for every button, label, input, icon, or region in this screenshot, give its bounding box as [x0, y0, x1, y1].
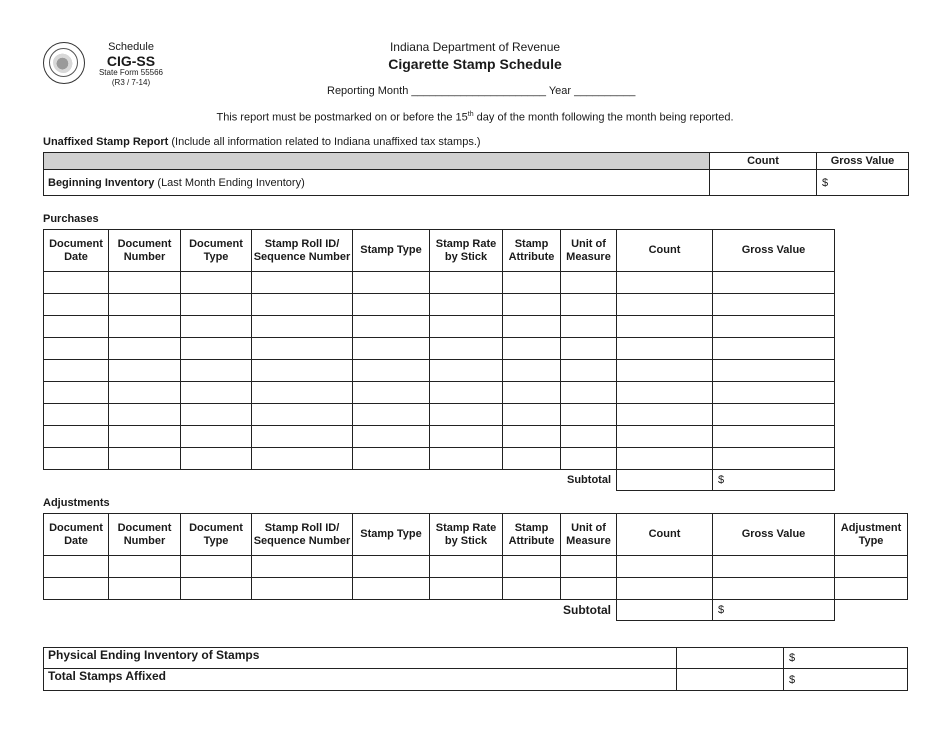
cell[interactable] — [181, 338, 252, 360]
cell[interactable] — [713, 556, 835, 578]
cell[interactable] — [503, 448, 561, 470]
table-row — [44, 404, 835, 426]
beginning-inventory-gross[interactable]: $ — [817, 170, 909, 196]
table-row — [44, 338, 835, 360]
cell[interactable] — [430, 578, 503, 600]
page-title: Cigarette Stamp Schedule — [388, 56, 562, 72]
cell[interactable] — [713, 316, 835, 338]
col-document-number: Document Number — [109, 230, 181, 272]
cell[interactable] — [430, 294, 503, 316]
form-revision: (R3 / 7-14) — [111, 78, 151, 87]
reporting-month-field[interactable]: ______________________ — [411, 85, 546, 97]
cell[interactable] — [44, 272, 109, 294]
cell[interactable] — [430, 316, 503, 338]
total-stamps-affixed-label: Total Stamps Affixed — [44, 669, 677, 691]
table-row — [44, 382, 835, 404]
cell[interactable] — [713, 338, 835, 360]
unaffixed-heading — [43, 136, 481, 148]
cell[interactable] — [252, 382, 353, 404]
cell[interactable] — [713, 404, 835, 426]
col-document-type: Document Type — [181, 230, 252, 272]
adjustments-subtotal-row — [44, 600, 908, 621]
cell[interactable] — [252, 404, 353, 426]
col-stamp-attribute: Stamp Attribute — [503, 514, 561, 556]
cell[interactable] — [713, 360, 835, 382]
col-document-date: Document Date — [44, 230, 109, 272]
reporting-month-label: Reporting Month — [327, 85, 409, 97]
cell[interactable] — [503, 382, 561, 404]
cell[interactable] — [252, 316, 353, 338]
table-row — [44, 448, 835, 470]
cell[interactable] — [617, 578, 713, 600]
cell[interactable] — [617, 360, 713, 382]
cell[interactable] — [617, 382, 713, 404]
table-row — [44, 556, 908, 578]
cell[interactable] — [109, 404, 181, 426]
cell[interactable] — [109, 578, 181, 600]
cell[interactable] — [252, 338, 353, 360]
beginning-inventory-title: Beginning Inventory — [48, 176, 155, 189]
cell[interactable] — [181, 578, 252, 600]
form-code: CIG-SS — [106, 53, 156, 69]
cell[interactable] — [44, 426, 109, 448]
adjustments-rows — [44, 556, 908, 600]
cell[interactable] — [430, 426, 503, 448]
table-row — [44, 426, 835, 448]
col-adjustment-type: Adjustment Type — [835, 514, 908, 556]
cell[interactable] — [503, 404, 561, 426]
cell[interactable] — [617, 272, 713, 294]
col-gross-value: Gross Value — [817, 153, 909, 170]
cell[interactable] — [181, 556, 252, 578]
cell[interactable] — [44, 448, 109, 470]
cell[interactable] — [353, 338, 430, 360]
cell[interactable] — [430, 382, 503, 404]
notice-text: This report must be postmarked on or before the 15 — [216, 111, 468, 124]
physical-ending-inventory-count[interactable] — [677, 648, 784, 669]
cell[interactable] — [44, 360, 109, 382]
cell[interactable] — [503, 272, 561, 294]
cell[interactable] — [617, 556, 713, 578]
total-stamps-affixed-gross[interactable]: $ — [784, 669, 908, 691]
schedule-label: Schedule — [108, 41, 154, 53]
adjustments-subtotal-count[interactable] — [617, 600, 713, 621]
cell[interactable] — [430, 448, 503, 470]
adjustments-subtotal-label: Subtotal — [563, 603, 611, 618]
cell[interactable] — [109, 448, 181, 470]
cell[interactable] — [109, 294, 181, 316]
cell[interactable] — [181, 448, 252, 470]
physical-ending-inventory-label: Physical Ending Inventory of Stamps — [44, 648, 677, 669]
purchases-heading: Purchases — [43, 213, 99, 225]
cell[interactable] — [617, 404, 713, 426]
beginning-inventory-label — [44, 170, 710, 196]
cell[interactable] — [252, 448, 353, 470]
cell[interactable] — [353, 316, 430, 338]
cell[interactable] — [561, 404, 617, 426]
cell[interactable] — [713, 578, 835, 600]
unaffixed-table — [43, 152, 909, 196]
cell[interactable] — [252, 556, 353, 578]
spacer-cell — [835, 600, 908, 621]
cell[interactable] — [353, 294, 430, 316]
cell[interactable] — [44, 338, 109, 360]
cell[interactable] — [252, 272, 353, 294]
adjustments-table — [43, 513, 908, 621]
cell[interactable] — [713, 272, 835, 294]
cell[interactable] — [430, 272, 503, 294]
cell[interactable] — [44, 404, 109, 426]
cell[interactable] — [44, 556, 109, 578]
purchases-table — [43, 229, 835, 491]
cell[interactable] — [44, 316, 109, 338]
cell[interactable] — [617, 338, 713, 360]
cell[interactable] — [181, 382, 252, 404]
cell[interactable] — [503, 426, 561, 448]
table-row — [44, 578, 908, 600]
cell[interactable] — [181, 316, 252, 338]
col-stamp-type: Stamp Type — [353, 230, 430, 272]
cell[interactable] — [44, 294, 109, 316]
cell[interactable] — [561, 338, 617, 360]
postmark-notice — [0, 111, 950, 124]
table-row — [44, 294, 835, 316]
cell[interactable] — [835, 556, 908, 578]
cell[interactable] — [252, 294, 353, 316]
col-unit-of-measure: Unit of Measure — [561, 514, 617, 556]
cell[interactable] — [353, 426, 430, 448]
cell[interactable] — [181, 404, 252, 426]
cell[interactable] — [252, 360, 353, 382]
cell[interactable] — [617, 316, 713, 338]
col-count: Count — [617, 514, 713, 556]
cell[interactable] — [503, 578, 561, 600]
col-stamp-attribute: Stamp Attribute — [503, 230, 561, 272]
purchases-subtotal-row — [44, 470, 835, 491]
col-count: Count — [617, 230, 713, 272]
cell[interactable] — [109, 382, 181, 404]
col-stamp-type: Stamp Type — [353, 514, 430, 556]
cell[interactable] — [44, 382, 109, 404]
cell[interactable] — [353, 382, 430, 404]
purchases-subtotal-count[interactable] — [617, 470, 713, 491]
state-form-number: State Form 55566 — [98, 68, 164, 77]
beginning-inventory-count[interactable] — [710, 170, 817, 196]
cell[interactable] — [252, 426, 353, 448]
cell[interactable] — [617, 294, 713, 316]
year-field[interactable]: __________ — [574, 85, 636, 97]
table-row — [44, 316, 835, 338]
col-count: Count — [710, 153, 817, 170]
adjustments-heading: Adjustments — [43, 497, 110, 509]
col-document-type: Document Type — [181, 514, 252, 556]
year-label: Year — [548, 85, 572, 97]
summary-table — [43, 647, 908, 691]
col-stamp-roll-id: Stamp Roll ID/ Sequence Number — [252, 514, 353, 556]
cell[interactable] — [252, 578, 353, 600]
cell[interactable] — [353, 556, 430, 578]
cell[interactable] — [617, 426, 713, 448]
cell[interactable] — [713, 426, 835, 448]
cell[interactable] — [109, 316, 181, 338]
cell[interactable] — [353, 360, 430, 382]
cell[interactable] — [109, 272, 181, 294]
cell[interactable] — [353, 578, 430, 600]
col-unit-of-measure: Unit of Measure — [561, 230, 617, 272]
cell[interactable] — [561, 578, 617, 600]
cell[interactable] — [430, 556, 503, 578]
cell[interactable] — [561, 426, 617, 448]
col-stamp-rate: Stamp Rate by Stick — [430, 230, 503, 272]
cell[interactable] — [503, 294, 561, 316]
cell[interactable] — [713, 294, 835, 316]
cell[interactable] — [561, 316, 617, 338]
cell[interactable] — [109, 338, 181, 360]
cell[interactable] — [561, 448, 617, 470]
cell[interactable] — [109, 556, 181, 578]
unaffixed-subtitle: (Include all information related to Indiana unaffixed tax stamps.) — [168, 136, 481, 148]
beginning-inventory-sub: (Last Month Ending Inventory) — [154, 176, 305, 189]
unaffixed-header-shade — [44, 153, 710, 170]
col-gross-value: Gross Value — [713, 230, 835, 272]
table-row — [44, 272, 835, 294]
col-document-date: Document Date — [44, 514, 109, 556]
cell[interactable] — [561, 360, 617, 382]
cell[interactable] — [44, 578, 109, 600]
cell[interactable] — [181, 294, 252, 316]
col-stamp-roll-id: Stamp Roll ID/ Sequence Number — [252, 230, 353, 272]
col-gross-value: Gross Value — [713, 514, 835, 556]
cell[interactable] — [617, 448, 713, 470]
cell[interactable] — [430, 338, 503, 360]
cell[interactable] — [181, 360, 252, 382]
cell[interactable] — [181, 272, 252, 294]
cell[interactable] — [503, 338, 561, 360]
purchases-subtotal-gross[interactable]: $ — [713, 470, 835, 491]
cell[interactable] — [561, 294, 617, 316]
unaffixed-title: Unaffixed Stamp Report — [43, 136, 169, 148]
cell[interactable] — [561, 556, 617, 578]
cell[interactable] — [835, 578, 908, 600]
reporting-period — [327, 85, 635, 97]
cell[interactable] — [353, 272, 430, 294]
cell[interactable] — [430, 404, 503, 426]
cell[interactable] — [503, 556, 561, 578]
cell[interactable] — [713, 448, 835, 470]
cell[interactable] — [561, 272, 617, 294]
cell[interactable] — [713, 382, 835, 404]
cell[interactable] — [181, 426, 252, 448]
notice-superscript: th — [467, 111, 474, 118]
cell[interactable] — [503, 316, 561, 338]
cell[interactable] — [109, 426, 181, 448]
department-name: Indiana Department of Revenue — [389, 40, 561, 54]
cell[interactable] — [561, 382, 617, 404]
cell[interactable] — [353, 448, 430, 470]
total-stamps-affixed-count[interactable] — [677, 669, 784, 691]
col-stamp-rate: Stamp Rate by Stick — [430, 514, 503, 556]
adjustments-subtotal-gross[interactable]: $ — [713, 600, 835, 621]
table-row — [44, 360, 835, 382]
purchases-rows — [44, 272, 835, 470]
cell[interactable] — [503, 360, 561, 382]
cell[interactable] — [109, 360, 181, 382]
notice-text-end: day of the month following the month being reported. — [473, 111, 734, 124]
cell[interactable] — [353, 404, 430, 426]
col-document-number: Document Number — [109, 514, 181, 556]
purchases-subtotal-label: Subtotal — [567, 474, 611, 487]
physical-ending-inventory-gross[interactable]: $ — [784, 648, 908, 669]
cell[interactable] — [430, 360, 503, 382]
